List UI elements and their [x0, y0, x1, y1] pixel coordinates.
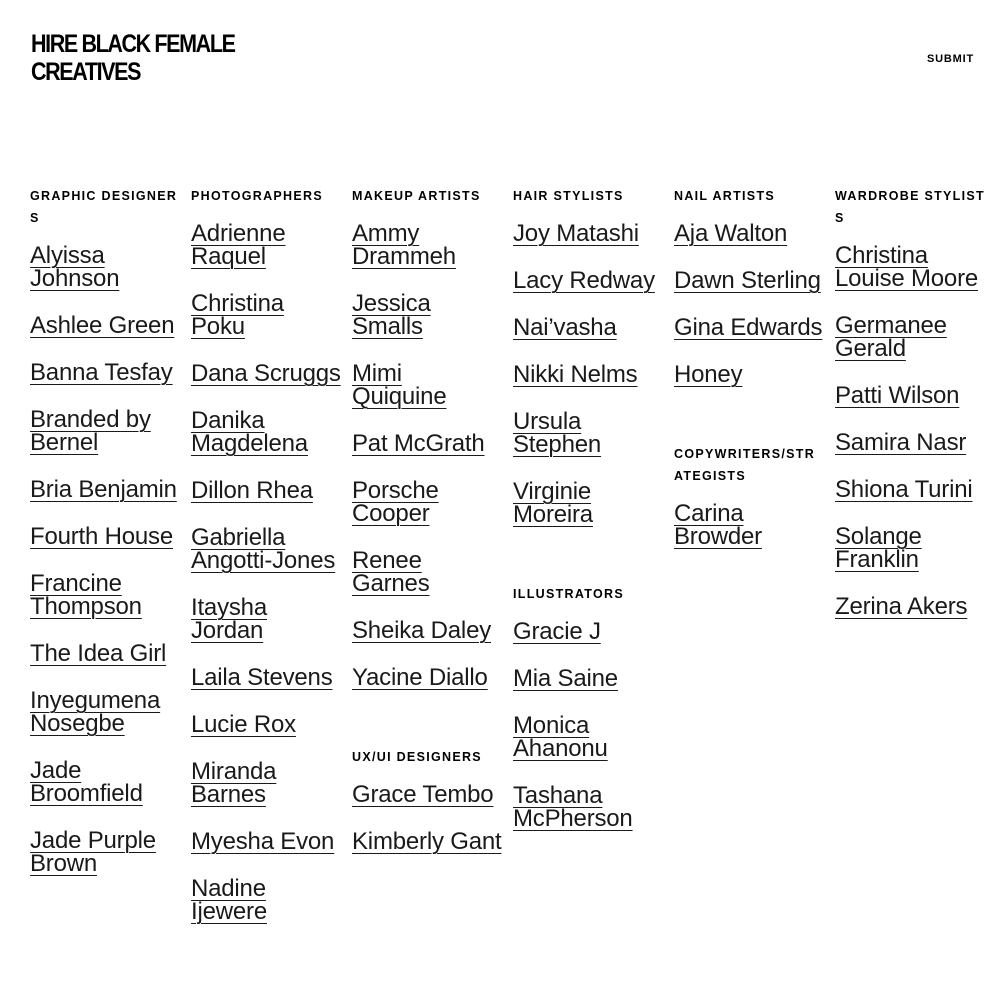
category-title: COPYWRITERS/STRATEGISTS — [674, 447, 816, 483]
list-item — [30, 687, 180, 737]
category-column — [352, 185, 502, 878]
category-title: UX/UI DESIGNERS — [352, 750, 482, 764]
list-item — [513, 782, 663, 832]
creative-link[interactable]: Honey — [674, 361, 743, 388]
list-item — [352, 360, 502, 410]
list-item — [352, 664, 502, 691]
list-item — [674, 267, 824, 294]
creative-link[interactable]: Gracie J — [513, 618, 601, 645]
creative-list — [352, 781, 502, 855]
creative-link[interactable]: Nai’vasha — [513, 314, 617, 341]
category-title: MAKEUP ARTISTS — [352, 189, 481, 203]
creative-list — [191, 220, 341, 925]
category-group — [674, 443, 824, 549]
category-group — [30, 185, 180, 876]
creative-link[interactable]: Tashana McPherson — [513, 782, 633, 832]
category-column — [191, 185, 341, 948]
creative-link[interactable]: Lacy Redway — [513, 267, 655, 294]
list-item — [30, 523, 180, 550]
creative-link[interactable]: Nadine Ijewere — [191, 875, 267, 925]
category-title: WARDROBE STYLISTS — [835, 189, 985, 225]
creative-link[interactable]: Branded by Bernel — [30, 406, 151, 456]
site-logo[interactable] — [31, 30, 237, 86]
creative-link[interactable]: Jessica Smalls — [352, 290, 431, 340]
creative-link[interactable]: Banna Tesfay — [30, 359, 173, 386]
list-item — [674, 314, 824, 341]
creative-link[interactable]: Mimi Quiquine — [352, 360, 447, 410]
list-item — [835, 312, 985, 362]
list-item — [513, 267, 663, 294]
creative-list — [352, 220, 502, 691]
creative-link[interactable]: Dillon Rhea — [191, 477, 313, 504]
creative-link[interactable]: Kimberly Gant — [352, 828, 502, 855]
creative-link[interactable]: Sheika Daley — [352, 617, 492, 644]
creative-link[interactable]: Gabriella Angotti-Jones — [191, 524, 336, 574]
list-item — [513, 478, 663, 528]
creative-link[interactable]: Jade Broomfield — [30, 757, 143, 807]
creative-list — [513, 220, 663, 528]
creative-link[interactable]: Germanee Gerald — [835, 312, 947, 362]
list-item — [835, 429, 985, 456]
creative-link[interactable]: Zerina Akers — [835, 593, 968, 620]
category-column — [835, 185, 985, 643]
category-group — [191, 185, 341, 924]
creative-link[interactable]: Ashlee Green — [30, 312, 175, 339]
list-item — [674, 361, 824, 388]
creative-link[interactable]: Francine Thompson — [30, 570, 142, 620]
creative-link[interactable]: Laila Stevens — [191, 664, 333, 691]
category-group — [513, 185, 663, 527]
creative-link[interactable]: Jade Purple Brown — [30, 827, 156, 877]
creative-link[interactable]: Christina Louise Moore — [835, 242, 979, 292]
list-item — [513, 361, 663, 388]
list-item — [191, 290, 341, 340]
list-item — [191, 711, 341, 738]
creative-link[interactable]: Solange Franklin — [835, 523, 922, 573]
list-item — [191, 664, 341, 691]
creative-link[interactable]: Yacine Diallo — [352, 664, 488, 691]
list-item — [191, 360, 341, 387]
list-item — [191, 220, 341, 270]
category-column — [674, 185, 824, 573]
creative-link[interactable]: Joy Matashi — [513, 220, 639, 247]
list-item — [30, 640, 180, 667]
creative-link[interactable]: The Idea Girl — [30, 640, 167, 667]
creative-link[interactable]: Aja Walton — [674, 220, 788, 247]
list-item — [352, 477, 502, 527]
list-item — [30, 570, 180, 620]
category-group — [352, 746, 502, 854]
creative-link[interactable]: Itaysha Jordan — [191, 594, 267, 644]
creative-list — [30, 242, 180, 877]
category-column — [513, 185, 663, 855]
category-column — [30, 185, 180, 900]
creative-link[interactable]: Miranda Barnes — [191, 758, 277, 808]
list-item — [513, 665, 663, 692]
list-item — [352, 290, 502, 340]
list-item — [352, 430, 502, 457]
creative-link[interactable]: Inyegumena Nosegbe — [30, 687, 161, 737]
creative-list — [674, 220, 824, 388]
list-item — [674, 220, 824, 247]
creative-link[interactable]: Carina Browder — [674, 500, 762, 550]
category-title: ILLUSTRATORS — [513, 587, 624, 601]
creative-link[interactable]: Virginie Moreira — [513, 478, 593, 528]
creative-link[interactable]: Ammy Drammeh — [352, 220, 456, 270]
creative-link[interactable]: Pat McGrath — [352, 430, 485, 457]
creative-link[interactable]: Danika Magdelena — [191, 407, 308, 457]
list-item — [191, 477, 341, 504]
creative-link[interactable]: Mia Saine — [513, 665, 618, 692]
category-title: NAIL ARTISTS — [674, 189, 776, 203]
list-item — [30, 359, 180, 386]
list-item — [30, 476, 180, 503]
category-group — [352, 185, 502, 690]
creative-link[interactable]: Adrienne Raquel — [191, 220, 286, 270]
creative-link[interactable]: Dawn Sterling — [674, 267, 821, 294]
list-item — [835, 593, 985, 620]
creative-link[interactable]: Shiona Turini — [835, 476, 973, 503]
list-item — [352, 781, 502, 808]
logo-line-2: CREATIVES — [31, 58, 141, 86]
category-title: GRAPHIC DESIGNERS — [30, 189, 178, 225]
creative-link[interactable]: Christina Poku — [191, 290, 284, 340]
list-item — [30, 757, 180, 807]
creative-list — [513, 618, 663, 832]
list-item — [513, 314, 663, 341]
creative-link[interactable]: Lucie Rox — [191, 711, 296, 738]
creative-link[interactable]: Patti Wilson — [835, 382, 960, 409]
list-item — [352, 547, 502, 597]
list-item — [191, 758, 341, 808]
creative-link[interactable]: Samira Nasr — [835, 429, 967, 456]
creative-link[interactable]: Ursula Stephen — [513, 408, 602, 458]
creative-link[interactable]: Dana Scruggs — [191, 360, 341, 387]
list-item — [191, 407, 341, 457]
list-item — [835, 523, 985, 573]
list-item — [191, 828, 341, 855]
list-item — [674, 500, 824, 550]
list-item — [835, 382, 985, 409]
creative-link[interactable]: Monica Ahanonu — [513, 712, 608, 762]
list-item — [835, 242, 985, 292]
list-item — [191, 875, 341, 925]
list-item — [352, 617, 502, 644]
list-item — [30, 827, 180, 877]
list-item — [191, 594, 341, 644]
creative-link[interactable]: Alyissa Johnson — [30, 242, 120, 292]
creative-link[interactable]: Renee Garnes — [352, 547, 430, 597]
list-item — [352, 828, 502, 855]
category-title: HAIR STYLISTS — [513, 189, 624, 203]
list-item — [30, 406, 180, 456]
list-item — [513, 220, 663, 247]
creative-link[interactable]: Myesha Evon — [191, 828, 335, 855]
category-title: PHOTOGRAPHERS — [191, 189, 323, 203]
creative-link[interactable]: Porsche Cooper — [352, 477, 439, 527]
logo-line-1: HIRE BLACK FEMALE — [31, 30, 235, 58]
creative-link[interactable]: Gina Edwards — [674, 314, 823, 341]
submit-link[interactable]: SUBMIT — [927, 53, 974, 65]
creative-link[interactable]: Bria Benjamin — [30, 476, 177, 503]
category-group — [835, 185, 985, 619]
category-group — [513, 583, 663, 831]
category-group — [674, 185, 824, 387]
list-item — [30, 312, 180, 339]
list-item — [513, 712, 663, 762]
creative-link[interactable]: Grace Tembo — [352, 781, 494, 808]
creative-list — [674, 500, 824, 550]
list-item — [30, 242, 180, 292]
list-item — [513, 408, 663, 458]
list-item — [191, 524, 341, 574]
creative-link[interactable]: Fourth House — [30, 523, 174, 550]
creative-link[interactable]: Nikki Nelms — [513, 361, 638, 388]
list-item — [835, 476, 985, 503]
creative-list — [835, 242, 985, 620]
list-item — [513, 618, 663, 645]
list-item — [352, 220, 502, 270]
